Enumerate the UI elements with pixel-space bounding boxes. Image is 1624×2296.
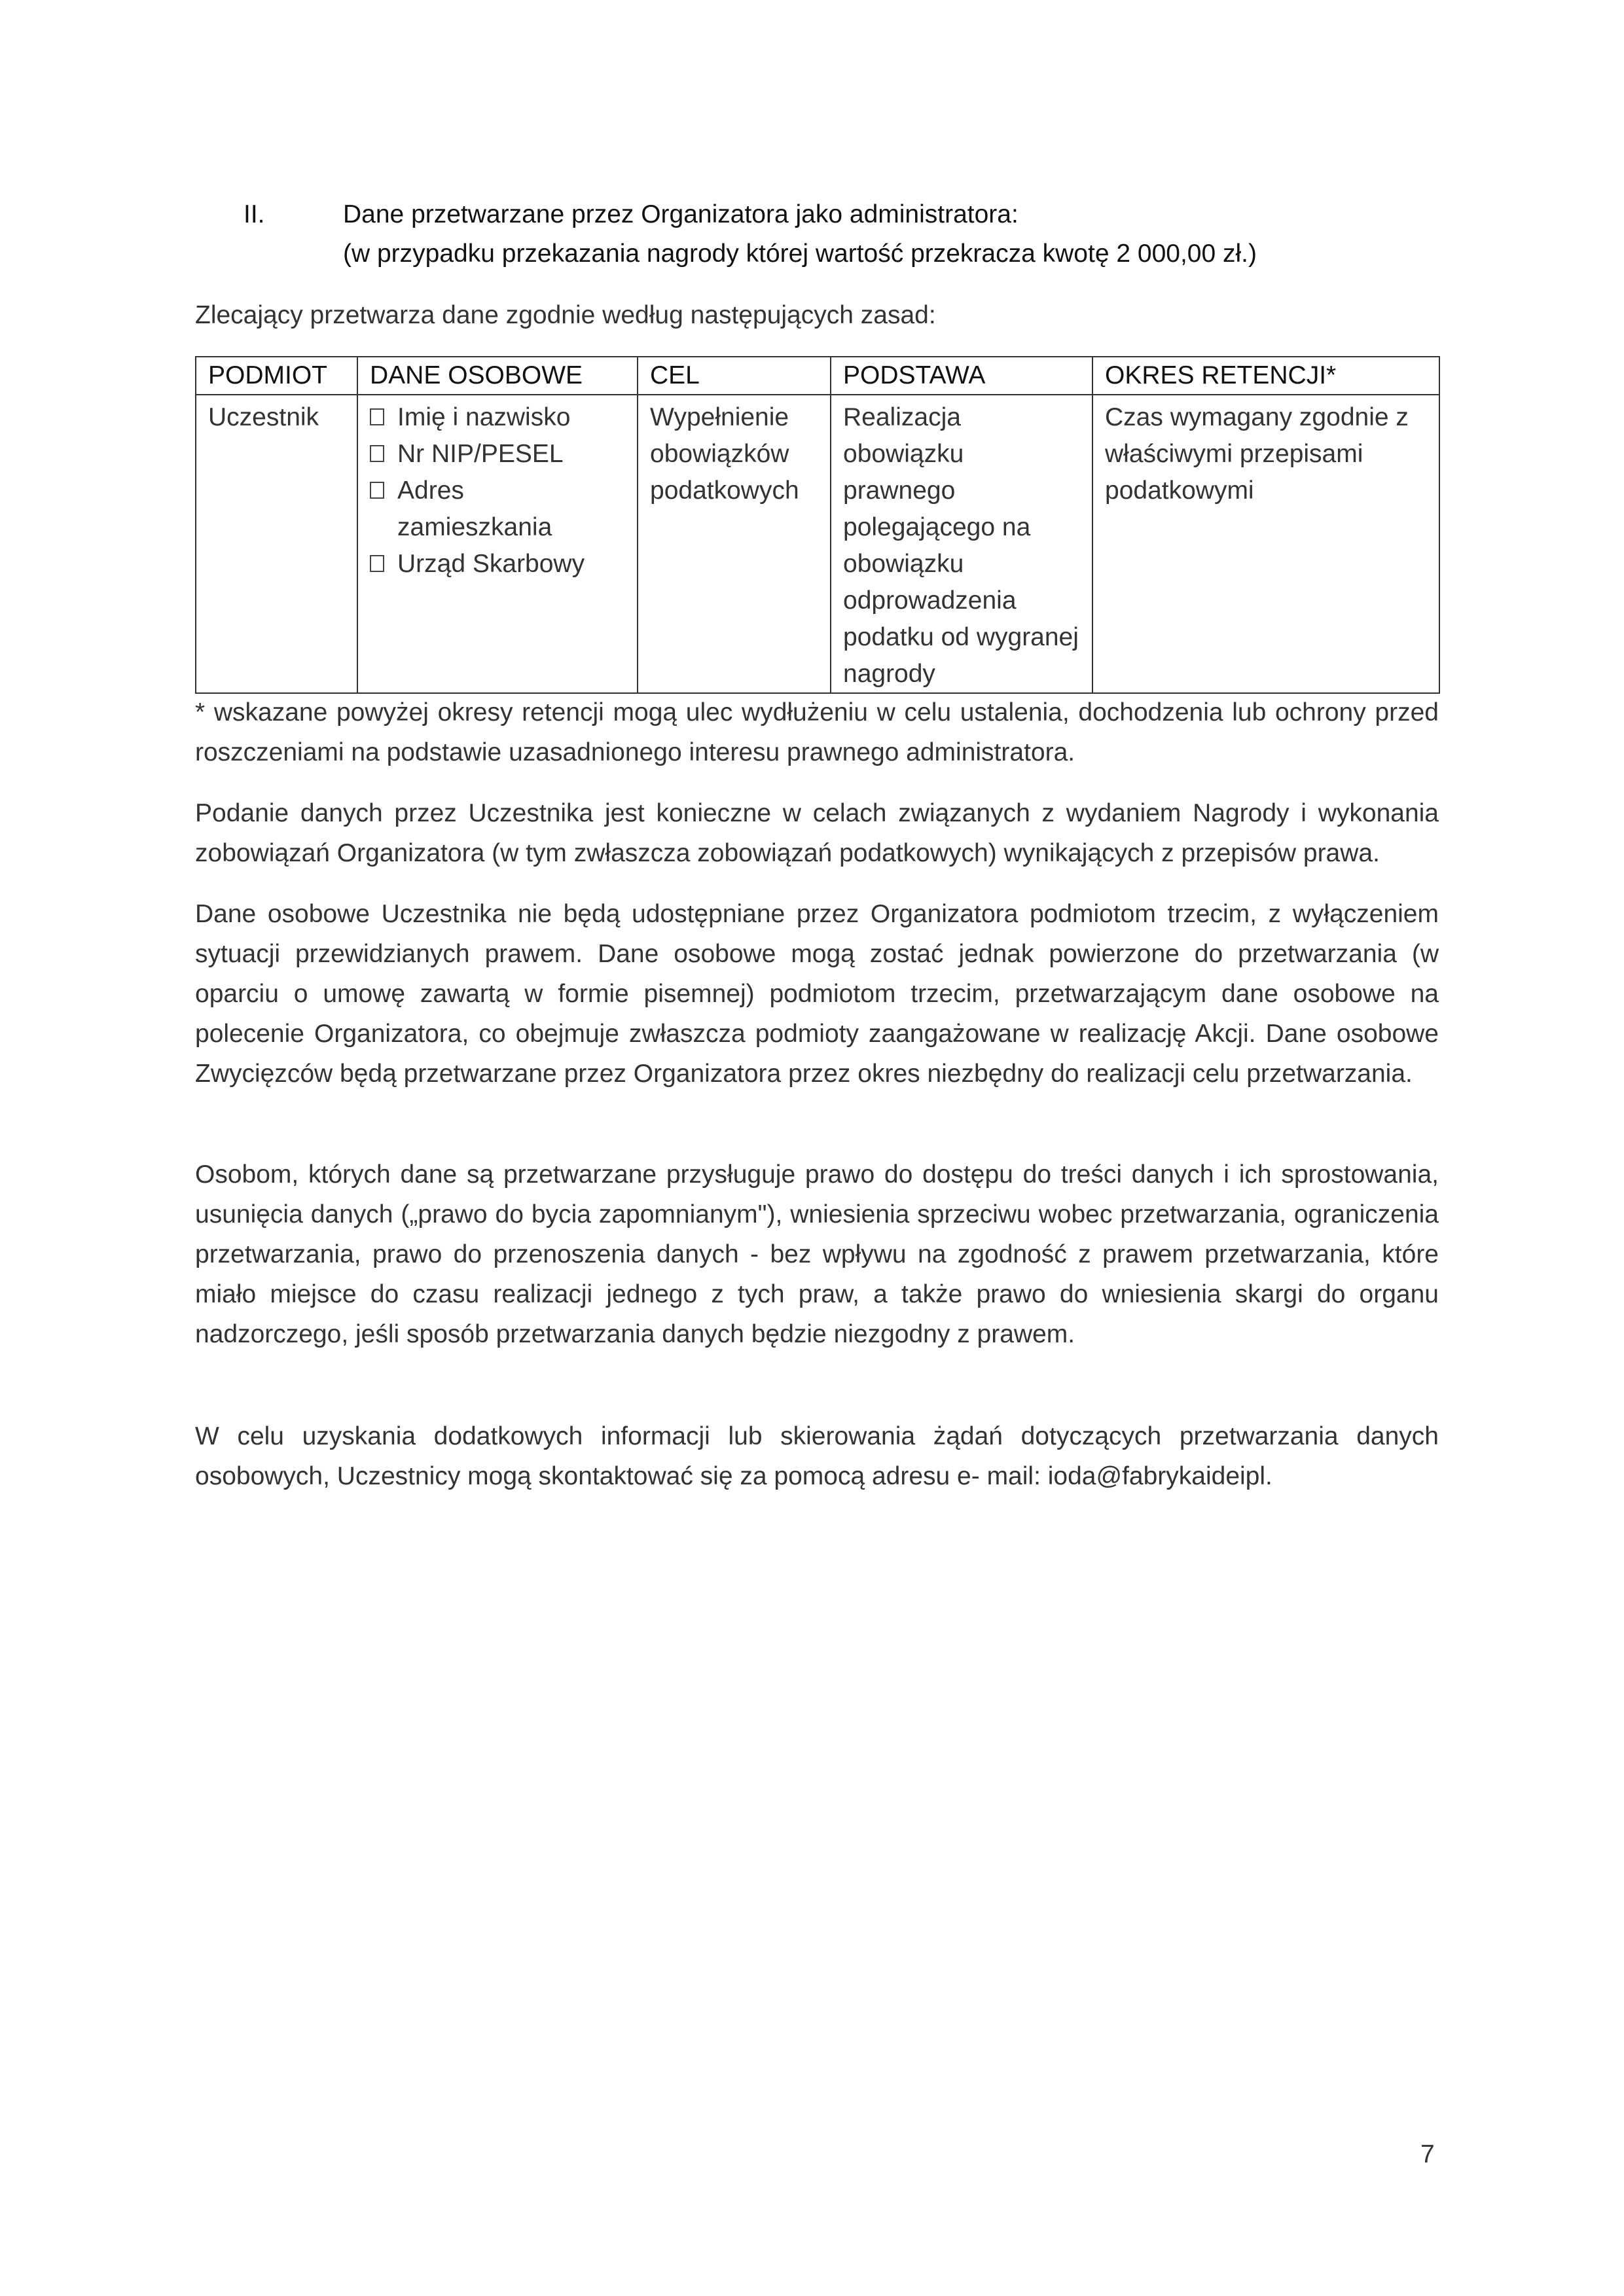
paragraph: Dane osobowe Uczestnika nie będą udostępniane przez Organizatora podmiotom trzecim, z wyłączeniem sytuacji przewidzianych prawem. Dane osobowe mogą zostać jednak powierzone do przetwarzania (w oparciu o umowę zawartą w formie pisemnej) podmiotom trzecim, przetwarzającym dane osobowe na polecenie Organizatora, co obejmuje zwłaszcza podmioty zaangażowane w realizację Akcji. Dane osobowe Zwycięzców będą przetwarzane przez Organizatora przez okres niezbędny do realizacji celu przetwarzania.: [195, 900, 1439, 1088]
header-dane-osobowe: DANE OSOBOWE: [357, 357, 638, 395]
table-row: [196, 395, 1439, 693]
list-item-label: Nr NIP/PESEL: [397, 440, 564, 468]
checkbox-icon: [370, 482, 384, 499]
list-item-label: Imię i nazwisko: [397, 403, 571, 431]
table-header-row: [196, 357, 1439, 395]
retention-footnote: * wskazane powyżej okresy retencji mogą ulec wydłużeniu w celu ustalenia, dochodzenia lub ochrony przed roszczeniami na podstawie uzasadnionego interesu prawnego administratora.: [195, 698, 1439, 766]
paragraph: W celu uzyskania dodatkowych informacji lub skierowania żądań dotyczących przetwarzania danych osobowych, Uczestnicy mogą skontaktować się za pomocą adresu e- mail: ioda@fabrykaideipl.: [195, 1422, 1439, 1490]
cell-cel: Wypełnienie obowiązków podatkowych: [638, 395, 831, 693]
header-podstawa: PODSTAWA: [831, 357, 1092, 395]
section-subtitle: (w przypadku przekazania nagrody której wartość przekracza kwotę 2 000,00 zł.): [343, 240, 1257, 268]
section-number: II.: [244, 200, 265, 228]
list-item-label: Urząd Skarbowy: [397, 550, 585, 578]
header-cel: CEL: [638, 357, 831, 395]
paragraph: Osobom, których dane są przetwarzane przysługuje prawo do dostępu do treści danych i ich sprostowania, usunięcia danych („prawo do bycia zapomnianym"), wniesienia sprzeciwu wobec przetwarzania, ograniczenia przetwarzania, prawo do przenoszenia danych - bez wpływu na zgodność z prawem przetwarzania, które miało miejsce do czasu realizacji jednego z tych praw, a także prawo do wniesienia skargi do organu nadzorczego, jeśli sposób przetwarzania danych będzie niezgodny z prawem.: [195, 1160, 1439, 1348]
intro-text: Zlecający przetwarza dane zgodnie według następujących zasad:: [195, 301, 936, 329]
header-podmiot: PODMIOT: [196, 357, 357, 395]
checkbox-icon: [370, 408, 384, 425]
cell-okres-retencji: Czas wymagany zgodnie z właściwymi przepisami podatkowymi: [1092, 395, 1439, 693]
cell-podmiot: Uczestnik: [196, 395, 357, 693]
page-number: 7: [1420, 2140, 1435, 2168]
list-item: [370, 546, 625, 583]
list-item: [370, 436, 625, 473]
header-okres-retencji: OKRES RETENCJI*: [1092, 357, 1439, 395]
checkbox-icon: [370, 445, 384, 462]
cell-dane-osobowe: [357, 395, 638, 693]
list-item: [370, 473, 625, 546]
list-item: [370, 399, 625, 436]
cell-podstawa: Realizacja obowiązku prawnego polegającego na obowiązku odprowadzenia podatku od wygranej nagrody: [831, 395, 1092, 693]
checkbox-icon: [370, 555, 384, 572]
section-title: Dane przetwarzane przez Organizatora jako administratora:: [343, 200, 1019, 228]
paragraph: Podanie danych przez Uczestnika jest konieczne w celach związanych z wydaniem Nagrody i wykonania zobowiązań Organizatora (w tym zwłaszcza zobowiązań podatkowych) wynikających z przepisów prawa.: [195, 799, 1439, 867]
list-item-label: Adres zamieszkania: [397, 476, 552, 541]
data-processing-table: [195, 356, 1440, 694]
dane-list: [370, 399, 625, 583]
